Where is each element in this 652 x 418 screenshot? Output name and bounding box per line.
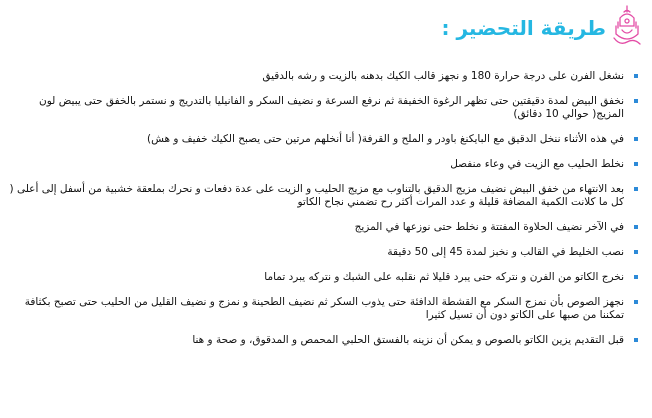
step-text: نخرج الكاتو من الفرن و نتركه حتى يبرد قليلا ثم نقلبه على الشبك و نتركه يبرد تماما [264, 271, 624, 283]
bullet-icon [634, 99, 638, 103]
bullet-icon [634, 300, 638, 304]
list-item [0, 70, 652, 83]
step-text: نخفق البيض لمدة دقيقتين حتى تظهر الرغوة الخفيفة ثم نرفع السرعة و نضيف السكر و الفانيليا بالتدريج و نستمر بالخفق حتى يبيض لون المزيج( حوالي 10 دقائق) [39, 95, 624, 120]
preparation-steps-list [0, 70, 652, 359]
step-text: نشغل الفرن على درجة حرارة 180 و نجهز قالب الكيك بدهنه بالزيت و رشه بالدقيق [262, 70, 624, 82]
step-text: نصب الخليط في القالب و نخبز لمدة 45 إلى 50 دقيقة [387, 246, 624, 258]
list-item [0, 133, 652, 146]
list-item [0, 95, 652, 121]
section-title: طريقة التحضير : [441, 16, 606, 40]
step-text: في هذه الأثناء ننخل الدقيق مع البايكنغ باودر و الملح و القرفة( أنا أنخلهم مرتين حتى يصبح الكيك خفيف و هش) [147, 133, 624, 145]
list-item [0, 271, 652, 284]
bullet-icon [634, 225, 638, 229]
bullet-icon [634, 74, 638, 78]
section-header [442, 4, 645, 48]
list-item [0, 296, 652, 322]
list-item [0, 334, 652, 347]
list-item [0, 183, 652, 209]
bullet-icon [634, 250, 638, 254]
bullet-icon [634, 275, 638, 279]
bullet-icon [634, 187, 638, 191]
step-text: بعد الانتهاء من خفق البيض نضيف مزيج الدقيق بالتناوب مع مزيج الحليب و الزيت على عدة دفعات و نحرك بملعقة خشبية من أسفل إلى أعلى ( كل ما كلانت الكمية المضافة قليلة و عدد المرات أكثر رح تضمني نجاح الكاتو [9, 183, 624, 208]
list-item [0, 246, 652, 259]
list-item [0, 158, 652, 171]
step-text: قبل التقديم يزين الكاتو بالصوص و يمكن أن نزينه بالفستق الحلبي المحمص و المدقوق، و صحة و هنا [192, 334, 624, 346]
step-text: نخلط الحليب مع الزيت في وعاء منفصل [450, 158, 624, 170]
bullet-icon [634, 137, 638, 141]
step-text: نجهز الصوص بأن نمزج السكر مع القشطة الدافئة حتى يذوب السكر ثم نضيف الطحينة و نمزج و نضيف القليل من الحليب حتى تصبح بكثافة تمكننا من صبها على الكاتو دون أن تسيل كثيرا [24, 296, 624, 321]
bullet-icon [634, 162, 638, 166]
list-item [0, 221, 652, 234]
bullet-icon [634, 338, 638, 342]
step-text: في الآخر نضيف الحلاوة المفتتة و نخلط حتى نوزعها في المزيج [354, 221, 624, 233]
calligraphy-mosque-logo-icon [610, 4, 644, 48]
